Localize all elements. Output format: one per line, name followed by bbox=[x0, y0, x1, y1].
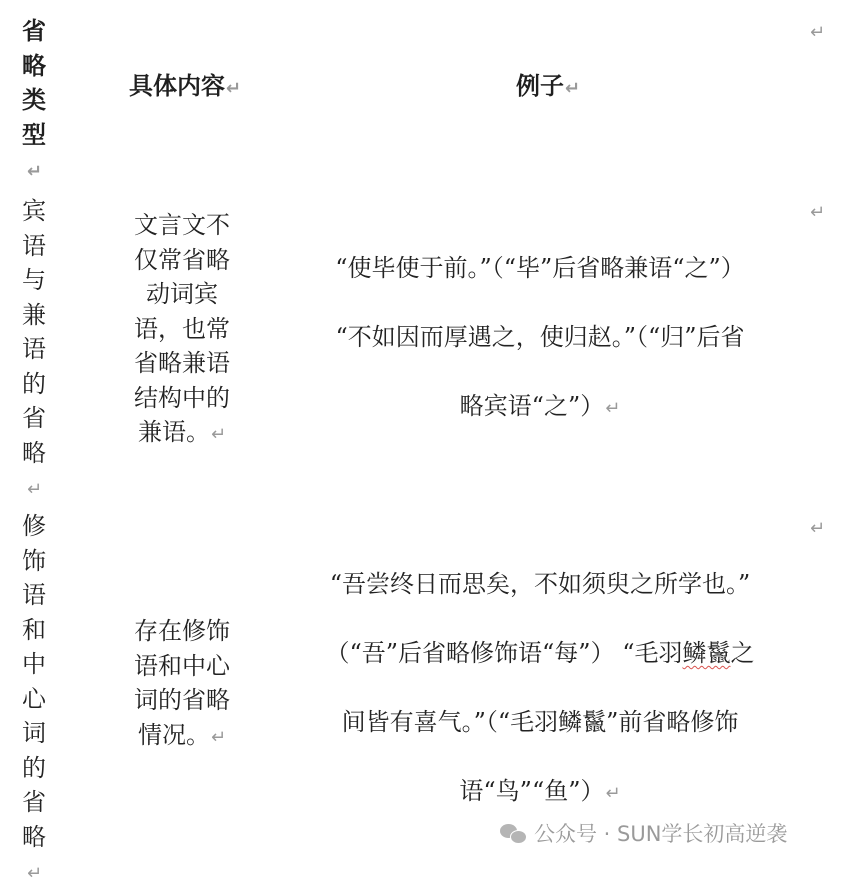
header-content-label: 具体内容↵ bbox=[129, 71, 242, 100]
return-mark-icon: ↵ bbox=[810, 518, 826, 539]
return-mark-icon: ↵ bbox=[210, 424, 227, 445]
row1-example-line: “不如因而厚遇之，使归赵。”（“归”后省 bbox=[335, 323, 745, 351]
return-mark-icon: ↵ bbox=[26, 161, 43, 182]
row1-example-line: 略宾语“之”）↵ bbox=[459, 392, 621, 420]
return-mark-icon: ↵ bbox=[565, 78, 581, 99]
row1-type-label: 宾 语 与 兼 语 的 省 略↵ bbox=[22, 197, 46, 500]
header-type-label: 省 略 类 型↵ bbox=[22, 16, 46, 182]
return-mark-icon: ↵ bbox=[210, 726, 227, 748]
header-example-label: 例子↵ bbox=[516, 71, 581, 100]
return-mark-icon: ↵ bbox=[26, 479, 43, 500]
row2-content-text: 存在修饰 语和中心 词的省略 情况。↵ bbox=[134, 617, 230, 749]
row2-example-line: 间皆有喜气。”（“毛羽鳞鬣”前省略修饰 bbox=[341, 708, 739, 736]
row2-example-line: “吾尝终日而思矣，不如须臾之所学也。” bbox=[329, 570, 751, 598]
wechat-icon bbox=[500, 822, 526, 844]
spellcheck-underline: 鳞鬣 bbox=[682, 639, 731, 667]
return-mark-icon: ↵ bbox=[605, 398, 621, 419]
return-mark-icon: ↵ bbox=[605, 783, 621, 804]
return-mark-icon: ↵ bbox=[26, 863, 43, 884]
row2-example-line: （“吾”后省略修饰语“每”） “毛羽鳞鬣之 bbox=[325, 639, 755, 667]
row2-example-line: 语“鸟”“鱼”）↵ bbox=[459, 777, 621, 805]
return-mark-icon: ↵ bbox=[810, 202, 826, 223]
row2-type-label: 修 饰 语 和 中 心 词 的 省 略↵ bbox=[22, 512, 46, 884]
watermark: 公众号 · SUN学长初高逆袭 bbox=[500, 818, 787, 848]
row1-example-line: “使毕使于前。”（“毕”后省略兼语“之”） bbox=[335, 254, 745, 282]
row1-content-text: 文言文不 仅常省略 动词宾 语，也常 省略兼语 结构中的 兼语。↵ bbox=[134, 211, 230, 446]
return-mark-icon: ↵ bbox=[226, 78, 242, 99]
return-mark-icon: ↵ bbox=[810, 22, 826, 43]
